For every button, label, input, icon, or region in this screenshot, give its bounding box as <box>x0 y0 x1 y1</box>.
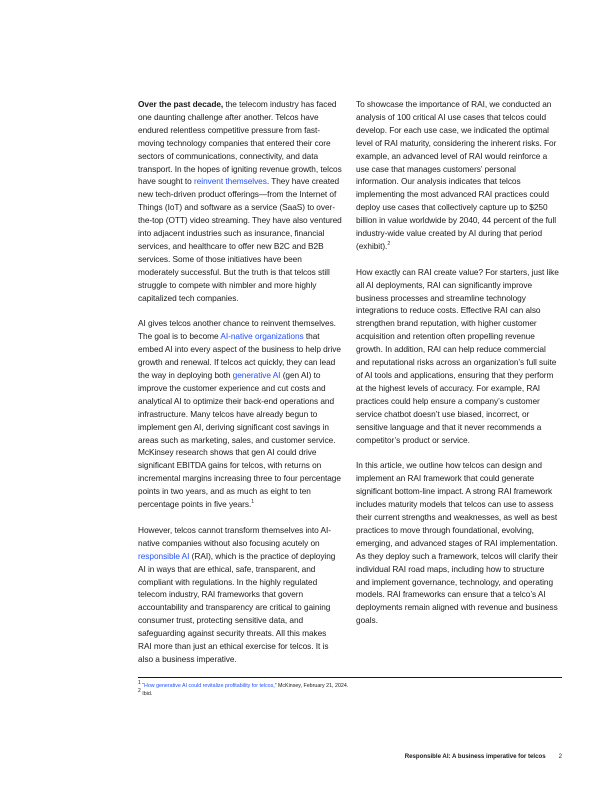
text: that embed AI into every aspect of the business to help drive growth and renewal. If telcos act quickly, they can lead the way in deploying both <box>138 331 341 381</box>
text: (RAI), which is the practice of deploying AI in ways that are ethical, safe, transparent, and compliant with regulations. In the highly regulated telecom industry, RAI frameworks that govern accountability and transparency are critical to gaining consumer trust, protecting sensitive data, and safeguarding against security threats. All this makes RAI more than just an ethical exercise for telcos. It is also a business imperative. <box>138 550 336 664</box>
footnote-number: 1 <box>138 680 141 687</box>
text: However, telcos cannot transform themselves into AI-native companies without also focusing acutely on <box>138 524 331 548</box>
text: (gen AI) to improve the customer experience and cut costs and analytical AI to optimize their back-end operations and infrastructure. Many telcos have already begun to implement gen AI, deriving significant cost savings in areas such as marketing, sales, and customer service. McKinsey research shows that gen AI could drive significant EBITDA gains for telcos, with returns on incremental margins increasing three to four percentage points in two years, and as much as eight to ten percentage points in five years. <box>138 370 341 510</box>
footnotes <box>138 682 562 698</box>
footer-title: Responsible AI: A business imperative for telcos <box>404 753 546 760</box>
right-column <box>356 98 560 640</box>
paragraph-value: How exactly can RAI create value? For starters, just like all AI deployments, RAI can significantly improve business processes and streamline technology integrations to reduce costs. Effective RAI can also strengthen brand reputation, with higher customer acquisition and retention often propelling revenue growth. In addition, RAI can help reduce commercial and reputational risks across an organization’s full suite of AI tools and applications, ensuring that they perform at the highest levels of accuracy. For example, RAI practices could help ensure a company’s customer service chatbot doesn’t use biased, incorrect, or sensitive language and that it never recommends a competitor’s product or service. <box>356 266 559 445</box>
link-footnote-article[interactable]: How generative AI could revitalize profitability for telcos <box>144 683 274 689</box>
text: the telecom industry has faced one daunting challenge after another. Telcos have endured relentless competitive pressure from fast-moving technology companies that entered their core sectors of communications, connectivity, and data transport. In the hopes of igniting revenue growth, telcos have sought to <box>138 99 342 187</box>
page-footer <box>300 753 562 761</box>
footnote-divider <box>138 677 562 678</box>
paragraph-analysis <box>356 98 560 253</box>
left-column <box>138 98 342 679</box>
page-number: 2 <box>558 753 562 760</box>
footnote-1 <box>138 682 562 690</box>
paragraph-outline: In this article, we outline how telcos can design and implement an RAI framework that could generate significant bottom-line impact. A strong RAI framework includes maturity models that telcos can use to assess their current strengths and weaknesses, as well as best practices to move through foundational, evolving, emerging, and advanced stages of RAI implementation. As they deploy such a framework, telcos will clarify their individual RAI road maps, including how to structure and implement governance, technology, and operating models. RAI frameworks can ensure that a telco’s AI deployments remain aligned with revenue and business goals. <box>356 460 558 626</box>
footnote-ref-2: 2 <box>387 241 391 248</box>
link-generative-ai[interactable]: generative AI <box>232 370 281 381</box>
paragraph-responsible-ai <box>138 524 342 666</box>
link-reinvent-themselves[interactable]: reinvent themselves <box>194 176 267 187</box>
text: ,” McKinsey, February 21, 2024. <box>273 683 349 689</box>
text: To showcase the importance of RAI, we conducted an analysis of 100 critical AI use cases that telcos could develop. For each use case, we indicated the optimal level of RAI maturity, considering the inherent risks. For example, an advanced level of RAI would reinforce a use case that manages customers’ personal information. Our analysis indicates that telcos implementing the most advanced RAI practices could deploy use cases that collectively capture up to $250 billion in value worldwide by 2040, 44 percent of the full industry-wide value created by AI during that period (exhibit). <box>356 99 557 251</box>
text: AI gives telcos another chance to reinvent themselves. The goal is to become <box>138 318 336 342</box>
footnote-ref-1: 1 <box>251 499 254 506</box>
text: . They have created new tech-driven product offerings—from the Internet of Things (IoT) and software as a service (SaaS) to over-the-top (OTT) video streaming. They have also ventured into adjacent industries such as insurance, financial services, and healthcare to offer new B2C and B2B services. Some of those initiatives have been moderately successful. But the truth is that telcos still struggle to compete with nimbler and more highly capitalized tech companies. <box>138 176 342 303</box>
text: Ibid. <box>140 691 153 697</box>
link-ai-native-organizations[interactable]: AI-native organizations <box>220 331 304 342</box>
lead-in: Over the past decade, <box>138 99 224 109</box>
text: “ <box>140 683 145 689</box>
paragraph-ai-native <box>138 317 342 511</box>
footnote-2 <box>138 690 562 698</box>
paragraph-intro <box>138 98 342 305</box>
footnote-number: 2 <box>138 688 141 695</box>
link-responsible-ai[interactable]: responsible AI <box>138 550 190 561</box>
